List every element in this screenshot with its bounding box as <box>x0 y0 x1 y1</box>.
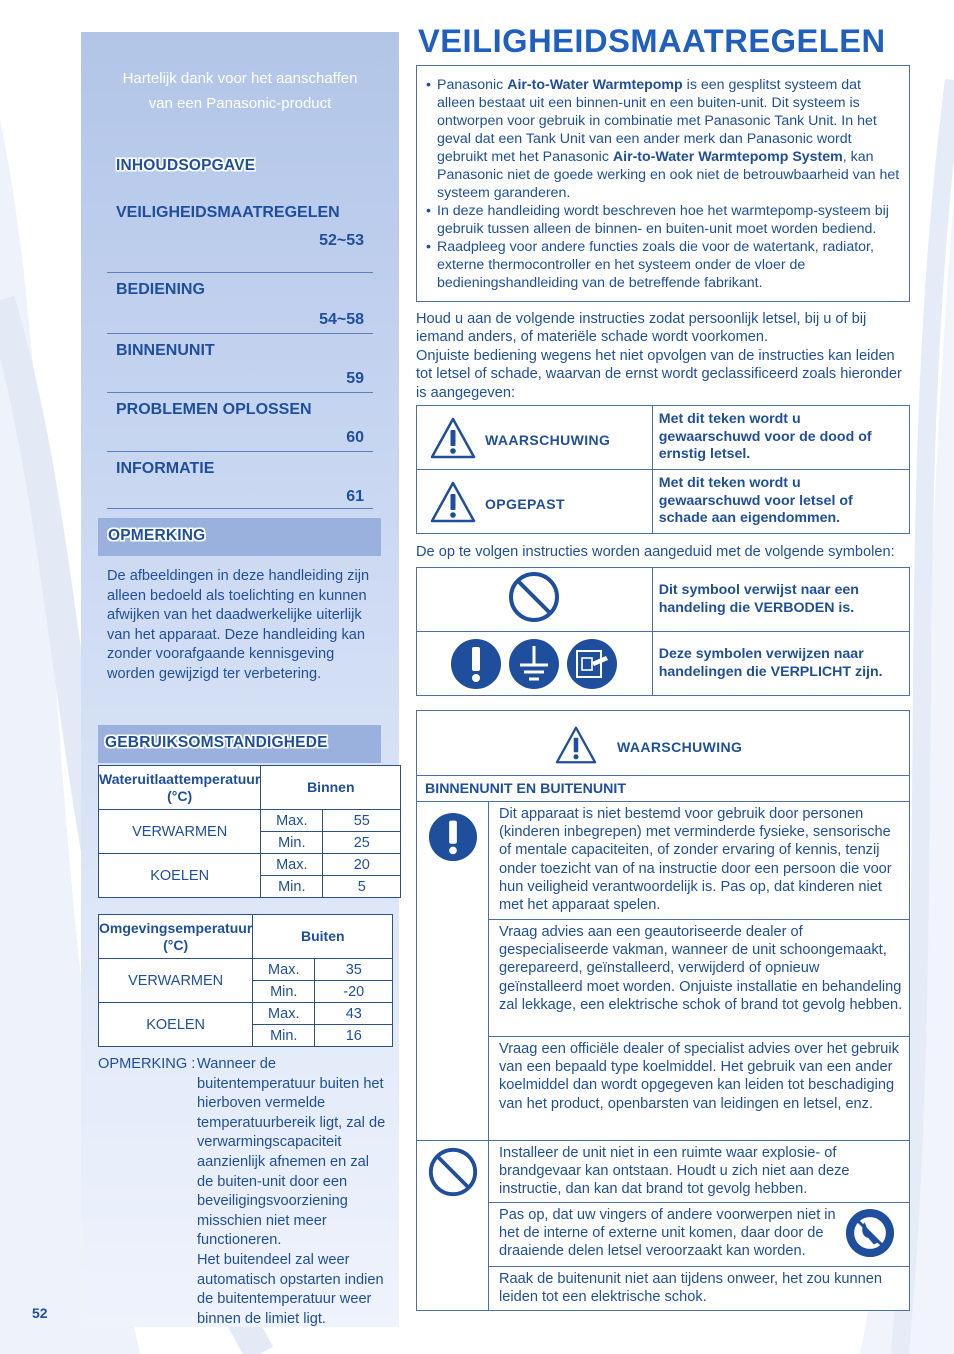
unplug-power-icon <box>566 638 618 690</box>
toc-entry-name: INFORMATIE <box>116 460 215 477</box>
prohibited-icon <box>506 569 562 625</box>
mode-cell: KOELEN <box>99 854 261 898</box>
mode-cell: KOELEN <box>99 1003 253 1047</box>
limit-label: Max. <box>253 1003 315 1025</box>
prohibited-symbol-cell <box>417 568 653 632</box>
note-text-2: Het buitendeel zal weer automatisch opstarten indien de buitentemperatuur weer binnen de limiet ligt. <box>197 1251 384 1327</box>
remark-text: De afbeeldingen in deze handleiding zijn alleen bedoeld als toelichting en kunnen afwijken van het daadwerkelijke uiterlijk van het apparaat. Deze handleiding kan zonder voorafgaande kennisgeving worden gewijzigd ter verbetering. <box>107 568 370 682</box>
table-of-contents <box>107 196 373 509</box>
intro-bullet-2: • In deze handleiding wordt beschreven hoe het warmtepomp-systeem bij gebruik tussen alleen de binnen- en buiten-unit moet worden bediend. <box>437 202 901 238</box>
warning-item-6: Raak de buitenunit niet aan tijdens onweer, het zou kunnen leiden tot een elektrische schok. <box>499 1271 882 1306</box>
limit-label: Min. <box>261 832 323 854</box>
warning-triangle-icon <box>429 416 477 460</box>
warning-box-header <box>417 711 909 776</box>
limit-value: 5 <box>323 876 401 898</box>
toc-entry-name: PROBLEMEN OPLOSSEN <box>116 401 312 418</box>
intro-bullet-3: • Raadpleeg voor andere functies zoals die voor de watertank, radiator, externe thermocontroller en het systeem onder de vloer de bedieningshandleiding van de betreffende fabrikant. <box>437 238 901 292</box>
limit-value: 20 <box>323 854 401 876</box>
thanks-line-2: van een Panasonic-product <box>148 95 332 112</box>
toc-entry-information[interactable] <box>107 452 373 509</box>
ambient-temperature-table <box>98 914 393 1047</box>
warning-item-2: Vraag advies aan een geautoriseerde dealer of gespecialiseerde vakman, wanneer de unit schoongemaakt, gerepareerd, geïnstalleerd, verwijderd of opnieuw geïnstalleerd moet worden. Onjuiste installatie en behandeling zal lekkage, een elektrische schok of brand tot gevolg hebben. <box>499 924 903 1013</box>
subheader-label: BINNENUNIT EN BUITENUNIT <box>425 781 626 797</box>
note-label: OPMERKING : <box>98 1056 196 1072</box>
caution-desc-cell <box>652 470 909 534</box>
limit-label: Min. <box>253 981 315 1003</box>
limit-label: Max. <box>253 959 315 981</box>
mandatory-exclamation-icon <box>450 638 502 690</box>
limit-label: Max. <box>261 810 323 832</box>
caution-label: OPGEPAST <box>485 495 565 512</box>
mandatory-desc-cell <box>652 632 909 696</box>
water-outlet-temperature-table <box>98 765 401 898</box>
prohibited-icon <box>426 1145 480 1199</box>
toc-entry-name: BEDIENING <box>116 281 205 298</box>
limit-label: Min. <box>261 876 323 898</box>
caution-triangle-icon <box>429 480 477 524</box>
intro-box <box>416 65 910 302</box>
toc-heading: INHOUDSOPGAVE <box>116 157 256 174</box>
limit-value: 25 <box>323 832 401 854</box>
mode-cell: VERWARMEN <box>99 810 261 854</box>
mode-cell: VERWARMEN <box>99 959 253 1003</box>
toc-entry-page: 61 <box>346 488 364 505</box>
severity-levels-table <box>416 405 910 534</box>
toc-entry-page: 59 <box>346 370 364 387</box>
table-header: Omgevingsemperatuur (°C) <box>99 915 253 959</box>
page-title: VEILIGHEIDSMAATREGELEN <box>418 23 886 59</box>
prohibited-desc-cell <box>652 568 909 632</box>
toc-entry-operation[interactable] <box>107 273 373 334</box>
warning-item-1: Dit apparaat is niet bestemd voor gebruik door personen (kinderen inbegrepen) met verminderde fysieke, sensorische of mentale capaciteiten, of zonder ervaring of kennis, tenzij onder toezicht van of na instructie door een persoon die voor hun veiligheid verantwoordelijk is. Pas op, dat kinderen niet met het apparaat spelen. <box>499 806 892 914</box>
caution-description: Met dit teken wordt u gewaarschuwd voor letsel of schade aan eigendommen. <box>658 475 853 527</box>
table-header: Binnen <box>261 766 401 810</box>
warning-item-4: Installeer de unit niet in een ruimte waar explosie- of brandgevaar kan ontstaan. Houdt u zich niet aan deze instructie, dan kan dat brand tot gevolg hebben. <box>499 1145 850 1198</box>
note-text-1: Wanneer de buitentemperatuur buiten het hierboven vermelde temperatuurbereik ligt, zal de verwarmingscapaciteit aanzienlijk afnemen en zal de buiten-unit door een beveiligingsvoorziening misschien niet meer functioneren. <box>197 1056 386 1249</box>
mandatory-exclamation-icon <box>428 812 478 862</box>
warning-triangle-icon <box>554 725 598 765</box>
icon-column-prohibited <box>417 1141 489 1310</box>
intro-bullet-1: • Panasonic Air-to-Water Warmtepomp is een gesplitst systeem dat alleen bestaat uit een binnen-unit en een buiten-unit. Dit systeem is ontworpen voor gebruik in combinatie met Panasonic Tank Unit. In het geval dat een Tank Unit van een ander merk dan Panasonic wordt gebruikt met het Panasonic Air-to-Water Warmtepomp System, kan Panasonic niet de goede werking en ook niet de betrouwbaarheid van het systeem garanderen. <box>437 76 901 202</box>
mandatory-description: Deze symbolen verwijzen naar handelingen die VERPLICHT zijn. <box>658 645 883 680</box>
conditions-heading: GEBRUIKSOMSTANDIGHEDE <box>105 734 328 751</box>
instructions-paragraph-2: Onjuiste bediening wegens het niet opvolgen van de instructies kan leiden tot letsel of schade, waarvan de ernst wordt geclassificeerd zoals hieronder is aangegeven: <box>416 348 902 401</box>
table-header: Buiten <box>253 915 393 959</box>
toc-entry-page: 54~58 <box>319 311 364 328</box>
warning-description: Met dit teken wordt u gewaarschuwd voor de dood of ernstig letsel. <box>658 411 872 463</box>
toc-entry-indoor-unit[interactable] <box>107 334 373 393</box>
thanks-line-1: Hartelijk dank voor het aanschaffen <box>122 70 358 87</box>
remark-band <box>98 518 381 556</box>
warning-item-3: Vraag een officiële dealer of specialist advies over het gebruik van een bepaald type koelmiddel. Het gebruik van een ander koelmiddel dan wordt opgegeven kan leiden tot beschadiging van het product, openbarsten van leidingen en letsel, enz. <box>499 1041 899 1112</box>
limit-value: -20 <box>315 981 393 1003</box>
prohibited-description: Dit symbool verwijst naar een handeling die VERBODEN is. <box>658 581 859 616</box>
toc-entry-page: 60 <box>346 429 364 446</box>
limit-value: 55 <box>323 810 401 832</box>
icon-column-mandatory <box>417 802 489 1140</box>
limit-value: 16 <box>315 1025 393 1047</box>
warning-box <box>416 710 910 1311</box>
warning-box-subheader <box>417 776 909 802</box>
caution-level-cell <box>417 470 653 534</box>
warning-label: WAARSCHUWING <box>485 431 611 448</box>
toc-entry-troubleshooting[interactable] <box>107 393 373 452</box>
no-hands-in-fan-icon <box>845 1208 895 1258</box>
mandatory-symbols-cell <box>417 632 653 696</box>
warning-box-title: WAARSCHUWING <box>617 739 743 755</box>
thanks-message <box>81 66 399 116</box>
limit-label: Max. <box>261 854 323 876</box>
remark-heading: OPMERKING <box>108 527 206 544</box>
limit-label: Min. <box>253 1025 315 1047</box>
warning-desc-cell <box>652 406 909 470</box>
table-header: Wateruitlaattemperatuur (°C) <box>99 766 261 810</box>
warning-level-cell <box>417 406 653 470</box>
symbols-intro: De op te volgen instructies worden aangeduid met de volgende symbolen: <box>416 544 895 560</box>
page-number: 52 <box>32 1305 48 1321</box>
limit-value: 35 <box>315 959 393 981</box>
symbols-table <box>416 567 910 696</box>
toc-entry-name: BINNENUNIT <box>116 342 215 359</box>
ground-connection-icon <box>508 638 560 690</box>
limit-value: 43 <box>315 1003 393 1025</box>
toc-entry-page: 52~53 <box>319 232 364 249</box>
toc-entry-safety[interactable] <box>107 196 373 273</box>
toc-entry-name: VEILIGHEIDSMAATREGELEN <box>116 204 340 221</box>
warning-item-5: Pas op, dat uw vingers of andere voorwerpen niet in het de interne of externe unit komen, daar door de draaiende delen letsel veroorzaakt kan worden. <box>489 1203 909 1266</box>
conditions-band <box>98 725 381 763</box>
instructions-paragraph-1: Houd u aan de volgende instructies zodat persoonlijk letsel, bij u of bij iemand anders, of materiële schade wordt voorkomen. <box>416 311 867 346</box>
